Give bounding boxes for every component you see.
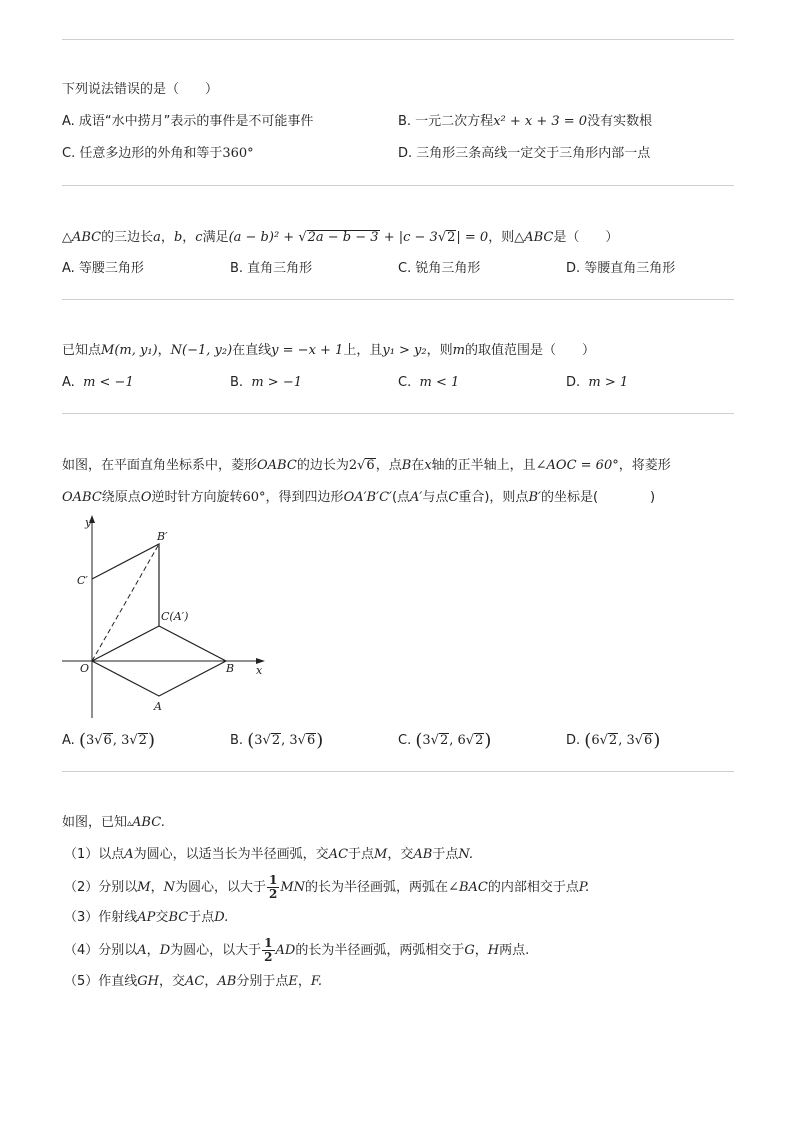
stem-text: 的三边长 <box>101 230 154 245</box>
option-text: C. 任意多边形的外角和等于 <box>62 146 223 161</box>
option-c: C. 锐角三角形 <box>398 261 481 276</box>
divider <box>62 771 734 772</box>
step-text: ， <box>474 943 488 958</box>
math: ∠BAC <box>448 880 488 895</box>
step-text: 于点 <box>188 910 215 925</box>
option-math: m > −1 <box>251 375 302 390</box>
math: BC <box>168 910 189 925</box>
math: F. <box>310 974 323 989</box>
stem-text: 与点 <box>422 490 449 505</box>
step-text: ，交 <box>387 847 414 862</box>
math: , 6 <box>449 733 466 748</box>
math: M <box>374 847 388 862</box>
rotated-rhombus-edges <box>92 544 159 626</box>
math: 3 <box>254 733 263 748</box>
math: OABC <box>62 490 102 505</box>
math: a <box>153 230 161 245</box>
step-text: （4）分别以 <box>64 943 138 958</box>
math: AB <box>413 847 433 862</box>
radicand: 2 <box>439 733 449 748</box>
math: MN <box>280 880 306 895</box>
step-text: 交 <box>155 910 169 925</box>
stem-text: 的边长为 <box>296 458 349 473</box>
math: H <box>487 943 500 958</box>
math: N <box>163 880 175 895</box>
rhombus-figure <box>60 512 280 722</box>
fraction-one-half <box>262 937 274 964</box>
math: B <box>401 458 412 473</box>
stem-text: 的取值范围是（ ） <box>464 343 595 358</box>
math: x <box>424 458 432 473</box>
equation: x² + x + 3 = 0 <box>493 114 588 129</box>
point-b-label: B <box>226 662 235 675</box>
step-text: ， <box>150 880 164 895</box>
option-b <box>230 731 323 750</box>
math: G <box>464 943 475 958</box>
math: M <box>137 880 151 895</box>
stem-text: 在 <box>411 458 425 473</box>
stem-text: 绕原点 <box>101 490 141 505</box>
option-label: C. <box>398 733 412 748</box>
math: , 3 <box>281 733 298 748</box>
math: AC <box>185 974 205 989</box>
option-label: B. <box>230 375 244 390</box>
stem-text: 重合)，则点 <box>458 490 529 505</box>
radicand: 2a − b − 3 <box>307 230 379 245</box>
math: b <box>173 230 183 245</box>
stem-text: ，将菱形 <box>618 458 671 473</box>
math: OABC <box>257 458 297 473</box>
option-b <box>230 374 302 392</box>
stem-text: ，则 <box>426 343 453 358</box>
step-text: （5）作直线 <box>64 974 138 989</box>
numerator: 1 <box>264 936 273 950</box>
question-stem-line-2 <box>62 489 655 507</box>
point-c-a1-label: C(A′) <box>161 610 189 623</box>
step-text: 于点 <box>348 847 375 862</box>
stem-text: ，点 <box>375 458 402 473</box>
math: ∠AOC = 60° <box>535 458 619 473</box>
stem-text: (点 <box>391 490 411 505</box>
question-stem <box>62 228 618 247</box>
point-b1-label: B′ <box>157 530 168 543</box>
math: OA′B′C′ <box>343 490 392 505</box>
paren-right: ) <box>316 730 324 751</box>
paren-left: ( <box>584 730 592 751</box>
paren-left: ( <box>247 730 255 751</box>
sqrt-sign: √ <box>297 733 306 748</box>
math: P. <box>578 880 590 895</box>
step-text: ， <box>204 974 218 989</box>
question-stem <box>62 814 165 833</box>
option-math: m < 1 <box>419 375 460 390</box>
math: y₁ > y₂ <box>382 343 427 358</box>
math: AP <box>137 910 156 925</box>
sqrt-sign: √ <box>634 733 644 748</box>
paren-left: ( <box>415 730 423 751</box>
divider <box>62 413 734 414</box>
option-label: A. <box>62 375 75 390</box>
math: ABC <box>72 230 102 245</box>
divider <box>62 299 734 300</box>
math: C <box>448 490 459 505</box>
stem-text: 如图，在平面直角坐标系中，菱形 <box>62 458 258 473</box>
math: y = −x + 1 <box>271 343 344 358</box>
denominator: 2 <box>269 887 278 901</box>
option-a: A. 成语“水中捞月”表示的事件是不可能事件 <box>62 114 314 129</box>
option-d: D. 等腰直角三角形 <box>566 261 676 276</box>
sqrt-sign: √ <box>437 230 447 245</box>
step-text: 的长为半径画弧，两弧相交于 <box>295 943 465 958</box>
option-label: C. <box>398 375 412 390</box>
step-3 <box>64 909 228 927</box>
math: A <box>124 847 134 862</box>
math: AC <box>328 847 349 862</box>
math: O <box>140 490 152 505</box>
step-text: （3）作射线 <box>64 910 138 925</box>
step-text: 分别于点 <box>236 974 289 989</box>
math: (a − b)² + <box>228 230 299 245</box>
stem-text: ， <box>157 343 171 358</box>
stem-text: ， <box>182 230 196 245</box>
math: M(m, y₁) <box>101 343 158 358</box>
math: A′ <box>410 490 423 505</box>
divider <box>62 185 734 186</box>
step-text: （1）以点 <box>64 847 125 862</box>
step-text: 的长为半径画弧，两弧在 <box>305 880 449 895</box>
math: c <box>195 230 203 245</box>
math: N(−1, y₂) <box>170 343 233 358</box>
step-4 <box>64 937 529 964</box>
math: 3 <box>85 733 95 748</box>
radicand: 2 <box>447 230 456 245</box>
radicand: 2 <box>608 733 618 748</box>
option-c <box>398 374 459 392</box>
math: GH <box>137 974 160 989</box>
stem-text: 逆时针方向旋转 <box>151 490 243 505</box>
stem-text: 满足 <box>202 230 229 245</box>
math: E <box>288 974 298 989</box>
option-b: B. 直角三角形 <box>230 261 313 276</box>
denominator: 2 <box>264 950 273 964</box>
numerator: 1 <box>269 873 278 887</box>
step-text: 两点. <box>499 943 530 958</box>
math: D <box>159 943 171 958</box>
stem-text: 的坐标是( ) <box>540 490 656 505</box>
math: , 3 <box>618 733 635 748</box>
sqrt-sign: √ <box>298 230 307 245</box>
stem-text: ，则 <box>488 230 515 245</box>
option-math: m < −1 <box>83 375 134 390</box>
math: N. <box>458 847 474 862</box>
option-label: D. <box>566 733 581 748</box>
radicand: 6 <box>306 733 316 748</box>
option-a: A. 等腰三角形 <box>62 261 144 276</box>
step-2 <box>64 874 589 901</box>
option-d <box>566 731 660 750</box>
radicand: 2 <box>138 733 147 748</box>
step-text: ， <box>297 974 311 989</box>
step-text: 的内部相交于点 <box>487 880 579 895</box>
triangle-symbol: △ <box>62 230 72 245</box>
step-text: ， <box>146 943 160 958</box>
step-text: （2）分别以 <box>64 880 138 895</box>
step-1 <box>64 846 473 864</box>
radicand: 6 <box>366 458 375 473</box>
step-text: 为圆心，以大于 <box>174 880 266 895</box>
paren-left: ( <box>78 730 86 751</box>
step-text: 为圆心，以适当长为半径画弧，交 <box>133 847 329 862</box>
step-text: 为圆心，以大于 <box>170 943 262 958</box>
math: A <box>137 943 147 958</box>
option-label: B. <box>230 733 244 748</box>
math: 2 <box>348 458 358 473</box>
stem-text: 在直线 <box>232 343 272 358</box>
option-label: D. <box>566 375 581 390</box>
math: D. <box>214 910 229 925</box>
math: ABC. <box>132 815 165 830</box>
option-c <box>62 145 254 163</box>
math: , 3 <box>112 733 130 748</box>
math: AD <box>275 943 296 958</box>
stem-text: 上，且 <box>343 343 383 358</box>
radicand: 2 <box>475 733 484 748</box>
sqrt-sign: √ <box>599 733 608 748</box>
radicand: 6 <box>103 733 112 748</box>
question-stem-line-1 <box>62 456 671 475</box>
math: 60° <box>242 490 266 505</box>
stem-text: 是（ ） <box>553 230 619 245</box>
option-a <box>62 731 155 750</box>
point-a-label: A <box>154 700 162 713</box>
stem-text: 如图，已知 <box>62 815 128 830</box>
point-c1-label: C′ <box>77 574 88 587</box>
divider <box>62 39 734 40</box>
math: | = 0 <box>456 230 489 245</box>
sqrt-sign: √ <box>262 733 271 748</box>
angle-value: 360° <box>222 146 254 161</box>
point-o-label: O <box>80 662 90 675</box>
math: B′ <box>528 490 541 505</box>
radicand: 2 <box>271 733 281 748</box>
sqrt-sign: √ <box>357 458 366 473</box>
option-math: m > 1 <box>588 375 629 390</box>
sqrt-sign: √ <box>465 733 475 748</box>
option-d: D. 三角形三条高线一定交于三角形内部一点 <box>398 146 651 161</box>
step-text: 于点 <box>432 847 459 862</box>
triangle-symbol: △ <box>514 230 525 245</box>
paren-right: ) <box>484 730 492 751</box>
radicand: 6 <box>644 733 653 748</box>
sqrt-sign: √ <box>94 733 103 748</box>
option-text: 没有实数根 <box>587 114 653 129</box>
stem-text: ， <box>160 230 174 245</box>
paren-right: ) <box>147 730 155 751</box>
math: ABC <box>524 230 554 245</box>
math: + |c − 3 <box>379 230 438 245</box>
sqrt-sign: √ <box>430 733 439 748</box>
y-axis-label: y <box>85 516 92 529</box>
option-d <box>566 374 628 392</box>
step-text: ，交 <box>159 974 186 989</box>
option-label: A. <box>62 733 75 748</box>
option-b <box>398 113 652 131</box>
fraction-one-half <box>267 874 279 901</box>
step-5 <box>64 973 322 991</box>
question-stem <box>62 342 595 360</box>
stem-text: 已知点 <box>62 343 102 358</box>
stem-text: ，得到四边形 <box>265 490 344 505</box>
math: m <box>452 343 465 358</box>
math: 3 <box>422 733 431 748</box>
option-text: B. 一元二次方程 <box>398 114 494 129</box>
stem-text: 轴的正半轴上，且 <box>431 458 536 473</box>
question-stem: 下列说法错误的是（ ） <box>62 82 219 97</box>
option-a <box>62 374 134 392</box>
sqrt-sign: √ <box>129 733 138 748</box>
option-c <box>398 731 491 750</box>
triangle-symbol: ▵ <box>127 818 133 829</box>
paren-right: ) <box>653 730 661 751</box>
math: 6 <box>591 733 600 748</box>
math: AB <box>217 974 237 989</box>
x-axis-label: x <box>256 664 263 677</box>
